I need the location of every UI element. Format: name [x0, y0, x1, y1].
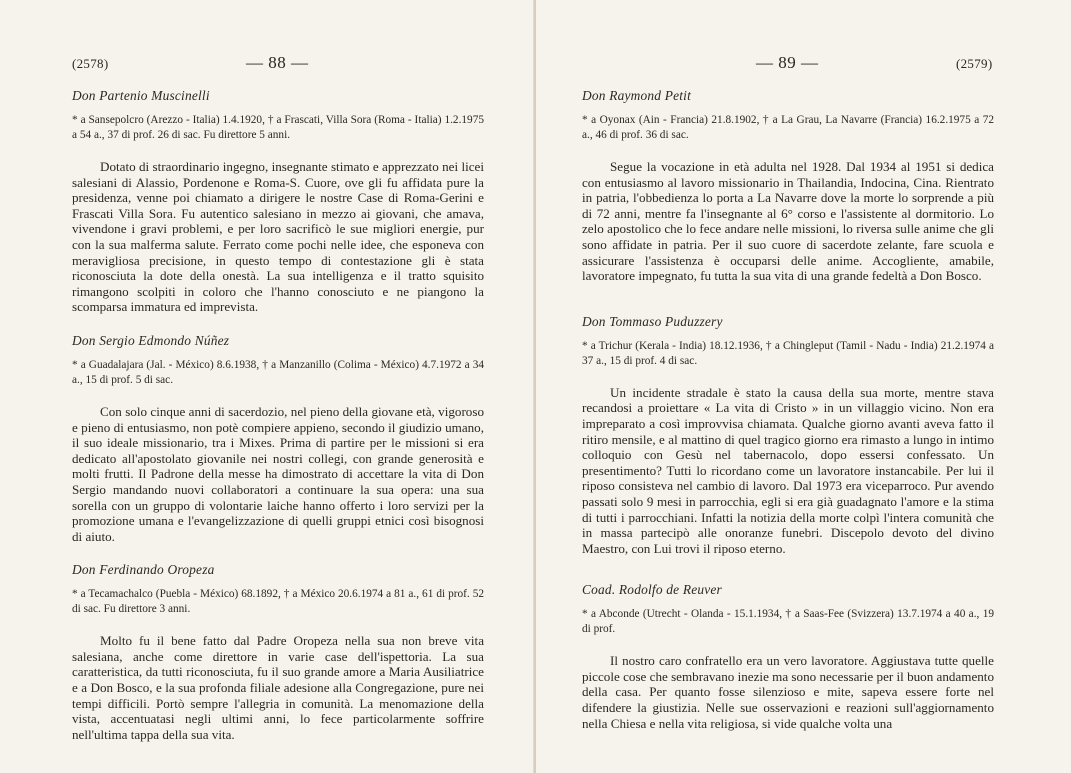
right-header-code: (2579) — [956, 56, 993, 71]
entry-body: Un incidente stradale è stato la causa della sua morte, mentre stava recandosi a proiettare « La vita di Cristo » in un villaggio vicino. Non era impreparato a così improvvisa chiamata. Qualche giorno avanti aveva fatto il ritiro mensile, e al mattino di quel tragico giorno era rimasto a lungo in intimo colloquio con Gesù nel tabernacolo, dopo essersi confessato. Un presentimento? Tutti lo ricordano come un lavoratore instancabile. Per lui il riposo consisteva nel cambio di lavoro. Dal 1973 era viceparroco. Pur avendo passati solo 9 mesi in parrocchia, egli si era già guadagnato l'amore e la stima di tutti i parrocchiani. Infatti la notizia della morte colpì l'intera comunità che in massa partecipò alle onoranze funebri. Discepolo devoto del divino Maestro, con Lui trovi il riposo eterno. — [582, 384, 994, 556]
right-content — [582, 88, 994, 731]
entry-dates: * a Oyonax (Ain - Francia) 21.8.1902, † a La Grau, La Navarre (Francia) 16.2.1975 a 72 a., 46 di prof. 36 di sac. — [582, 114, 994, 141]
entry-dates: * a Guadalajara (Jal. - México) 8.6.1938, † a Manzanillo (Colima - México) 4.7.1972 a 34 a., 15 di prof. 5 di sac. — [72, 358, 484, 386]
entry-name: Don Tommaso Puduzzery — [582, 313, 723, 329]
left-page — [0, 0, 535, 773]
left-content — [72, 88, 484, 742]
obituary-entry — [72, 562, 484, 742]
right-page — [536, 0, 1071, 773]
entry-dates: * a Tecamachalco (Puebla - México) 68.1892, † a México 20.6.1974 a 81 a., 61 di prof. 52 di sac. Fu direttore 3 anni. — [72, 588, 484, 616]
entry-body: Segue la vocazione in età adulta nel 1928. Dal 1934 al 1951 si dedica con entusiasmo al lavoro missionario in Thailandia, Indocina, Cina. Rientrato in patria, l'obbedienza lo porta a La Navarre dove la morte lo sorprende a più di 72 anni, mentre fa l'insegnante al 6° corso e l'assistente al dormitorio. Lo zelo apostolico che lo fece andare nelle missioni, lo riversa sulle anime che gli sono affidate in patria. Per il suo cuore di sacerdote zelante, fare scuola e assicurare l'assistenza è occuparsi delle anime. Accogliente, amabile, lavoratore impegnato, fu tutta la sua vita di una grande fedeltà a Don Bosco. — [582, 159, 994, 284]
obituary-entry — [582, 88, 994, 284]
entry-name: Coad. Rodolfo de Reuver — [582, 582, 722, 598]
left-page-number: — 88 — — [246, 53, 309, 72]
left-header-code: (2578) — [72, 56, 109, 71]
obituary-entry — [582, 582, 994, 731]
obituary-entry — [582, 314, 994, 557]
entry-name: Don Raymond Petit — [582, 88, 692, 103]
entry-name: Don Partenio Muscinelli — [72, 88, 210, 103]
right-page-number: — 89 — — [756, 53, 819, 72]
entry-name: Don Ferdinando Oropeza — [72, 562, 215, 578]
obituary-entry — [72, 333, 484, 544]
entry-dates: * a Trichur (Kerala - India) 18.12.1936, † a Chingleput (Tamil - Nadu - India) 21.2.1974 a 37 a., 15 di prof. 4 di sac. — [582, 339, 994, 367]
entry-body: Molto fu il bene fatto dal Padre Oropeza nella sua non breve vita salesiana, anche come direttore in varie case dell'ispettoria. La sua caratteristica, da tutti riconosciuta, fu il suo grande amore a Maria Ausiliatrice e a Don Bosco, e la sua profonda filiale adesione alla Congregazione, pure nei tempi difficili. Portò sempre l'allegria in comunità. La menomazione della vista, accentuatasi negli ultimi anni, lo fece particolarmente soffrire nell'ultima tappa della sua vita. — [72, 633, 484, 742]
entry-dates: * a Abconde (Utrecht - Olanda - 15.1.1934, † a Saas-Fee (Svizzera) 13.7.1974 a 40 a., 19 di prof. — [582, 608, 994, 636]
entry-name: Don Sergio Edmondo Núñez — [72, 332, 230, 348]
entry-body: Il nostro caro confratello era un vero lavoratore. Aggiustava tutte quelle piccole cose che sembravano inezie ma sono necessarie per il buon andamento della casa. Per quanto fosse silenzioso e mite, sapeva essere forte nel difendere la giustizia. Nelle sue osservazioni e reazioni sull'aggiornamento nella Chiesa e nella vita religiosa, si vide qualche volta una — [582, 653, 994, 731]
obituary-entry — [72, 88, 484, 315]
entry-body: Con solo cinque anni di sacerdozio, nel pieno della giovane età, vigoroso e pieno di entusiasmo, non potè compiere appieno, secondo il giudizio umano, il suo ideale missionario, tra i Mixes. Prima di partire per le missioni si era dedicato all'apostolato giovanile nei nostri collegi, con grande generosità e molti frutti. Il Padrone della messe ha dimostrato di accettare la vita di Don Sergio mandando nuovi collaboratori a continuare la sua opera: una sua sorella con un gruppo di volontarie laiche hanno offerto i loro servizi per la promozione umana e l'evangelizzazione di quelli gruppi etnici così bisognosi di aiuto. — [72, 403, 484, 544]
entry-dates: * a Sansepolcro (Arezzo - Italia) 1.4.1920, † a Frascati, Villa Sora (Roma - Italia) 1.2.1975 a 54 a., 37 di prof. 26 di sac. Fu direttore 5 anni. — [72, 114, 484, 141]
entry-body: Dotato di straordinario ingegno, insegnante stimato e apprezzato nei licei salesiani di Alassio, Pordenone e Roma-S. Cuore, ove gli fu affidata pure la presidenza, venne poi chiamato a dirigere le nostre Case di Roma-Gerini e Frascati Villa Sora. Fu autentico salesiano in mezzo ai giovani, che amava, vivendone i gravi problemi, e per loro sacrificò le sue migliori energie, pur con la sua malferma salute. Ferrato come pochi nelle idee, che esponeva con meravigliosa precisione, in questo tempo di contestazione gli è stata riconosciuta la dote della onestà. La sua intelligenza e il tratto squisito rimangono scolpiti in coloro che l'hanno conosciuto e ne piangono la scomparsa immatura ed imprevista. — [72, 159, 484, 315]
